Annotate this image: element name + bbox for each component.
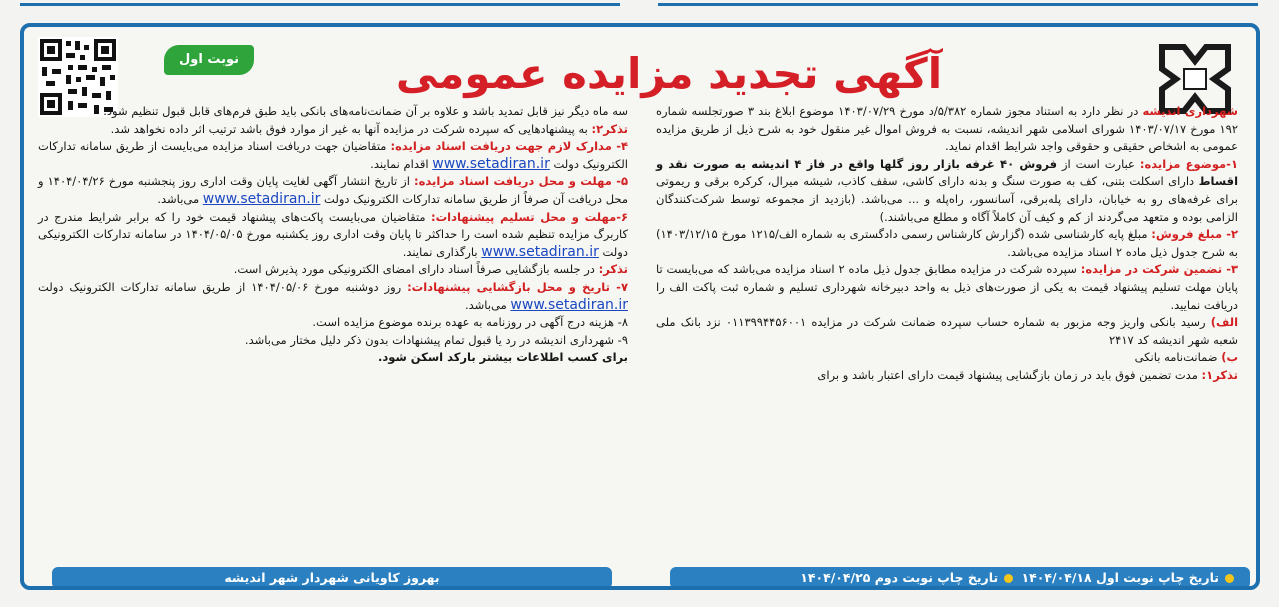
- note-2: تذکر۲: به پیشنهادهایی که سپرده شرکت در مزایده آنها به غیر از موارد فوق باشد ترتیب اثر داده نخواهد شد.: [110, 121, 628, 136]
- left-column: [38, 103, 628, 367]
- barcode-note: برای کسب اطلاعات بیشتر بارکد اسکن شود.: [377, 350, 628, 365]
- setadiran-link-2[interactable]: www.setadiran.ir: [202, 190, 321, 207]
- option-alef: الف) رسید بانکی واریز وجه مزبور به شماره حساب سپرده ضمانت شرکت در مزایده ۰۱۱۳۹۹۴۴۵۶۰۰۱ نزد بانک ملی شعبه شهر اندیشه کد ۲۴۱۷: [656, 315, 1239, 347]
- section-5: ۵- مهلت و محل دریافت اسناد مزایده: از تاریخ انتشار آگهی لغایت پایان وقت اداری روز پنجشنبه مورخ ۱۴۰۴/۰۴/۲۶ و محل دریافت آن صرفاً از طریق سامانه تدارکات الکترونیک دولت www.setadiran.ir می‌باشد.: [38, 174, 629, 207]
- bullet-icon: [1225, 574, 1234, 583]
- footer: [24, 565, 1260, 590]
- option-be: ب) ضمانت‌نامه بانکی: [1134, 350, 1238, 365]
- bullet-icon: [1004, 574, 1013, 583]
- section-2: ۲- مبلغ فروش: مبلغ پایه کارشناسی شده (گزارش کارشناس رسمی دادگستری به شماره الف/۱۲۱۵ مورخ ۱۴۰۳/۱۲/۱۵) به شرح جدول ذیل ماده ۲ اسناد مزایده می‌باشد.: [656, 227, 1239, 259]
- print-date-second: تاریخ چاپ نوبت دوم ۱۴۰۴/۰۴/۲۵: [800, 570, 999, 585]
- top-rule-right: [658, 3, 1258, 6]
- advertisement-frame: [20, 23, 1260, 590]
- intro-paragraph: شهرداری اندیشه در نظر دارد به استناد مجوز شماره ۵/۳۸۲/د مورخ ۱۴۰۳/۰۷/۲۹ موضوع ابلاغ بند ۳ صورتجلسه شماره ۱۹۲ مورخ ۱۴۰۳/۰۷/۱۷ شورای اسلامی شهر اندیشه، نسبت به فروش اموال غیر منقول خود به شرح ذیل از طریق مزایده عمومی به اشخاص حقیقی و حقوقی واجد شرایط اقدام نماید.: [656, 104, 1239, 154]
- setadiran-link-4[interactable]: www.setadiran.ir: [510, 296, 628, 313]
- setadiran-link-3[interactable]: www.setadiran.ir: [481, 243, 599, 260]
- note-1: تذکر۱: مدت تضمین فوق باید در زمان بازگشایی پیشنهاد قیمت دارای اعتبار باشد و برای: [817, 367, 1238, 382]
- right-column: [656, 103, 1238, 385]
- section-8: ۸- هزینه درج آگهی در روزنامه به عهده برنده موضوع مزایده است.: [312, 315, 628, 330]
- signature-bar: بهروز کاویانی شهردار شهر اندیشه: [52, 567, 612, 589]
- print-date-first: تاریخ چاپ نوبت اول ۱۴۰۴/۰۴/۱۸: [1021, 570, 1219, 585]
- first-round-badge: نوبت اول: [164, 45, 254, 75]
- top-rule-left: [20, 3, 620, 6]
- continuation-paragraph: سه ماه دیگر نیز قابل تمدید باشد و علاوه بر آن ضمانت‌نامه‌های بانکی باید طبق فرم‌های قابل قبول تنظیم شود.: [103, 104, 628, 118]
- section-4: ۴- مدارک لازم جهت دریافت اسناد مزایده: متقاضیان جهت دریافت اسناد مزایده می‌بایست از طریق سامانه تدارکات الکترونیک دولت www.setadiran.ir اقدام نمایند.: [38, 139, 629, 172]
- note-3: تذکر: در جلسه بازگشایی صرفاً اسناد دارای امضای الکترونیکی مورد پذیرش است.: [233, 262, 628, 277]
- print-dates-bar: [670, 567, 1250, 589]
- section-6: ۶-مهلت و محل تسلیم پیشنهادات: متقاضیان می‌بایست پاکت‌های پیشنهاد قیمت خود را که برابر شرایط مندرج در کاربرگ مزایده تنظیم شده است را حداکثر تا پایان وقت اداری روز یکشنبه مورخ ۱۴۰۴/۰۵/۰۵ در سامانه تدارکات الکترونیکی دولت www.setadiran.ir بارگذاری نمایند.: [38, 209, 629, 260]
- section-3: ۳- تضمین شرکت در مزایده: سپرده شرکت در مزایده مطابق جدول ذیل ماده ۲ اسناد مزایده می‌باشد که می‌بایست تا پایان مهلت تسلیم پیشنهاد قیمت به یکی از صورت‌های ذیل به واحد دبیرخانه شهرداری تسلیم و شماره ثبت پاکت الف را دریافت نمایید.: [656, 262, 1239, 312]
- section-7: ۷- تاریخ و محل بازگشایی پیشنهادات: روز دوشنبه مورخ ۱۴۰۴/۰۵/۰۶ از طریق سامانه تدارکات الکترونیک دولت www.setadiran.ir می‌باشد.: [38, 279, 628, 313]
- section-1: ۱-موضوع مزایده: عبارت است از فروش ۴۰ غرفه بازار روز گلها واقع در فاز ۴ اندیشه به صورت نقد و اقساط دارای اسکلت بتنی، کف به صورت سنگ و بدنه دارای کاشی، سقف کاذب، شیشه میرال، کرکره برقی و ریموتی برای غرفه‌های رو به خیابان، دارای پله‌برقی، آسانسور، راه‌پله و ... می‌باشد. (بازدید از مجموعه توسط شرکت‌کنندگان الزامی بوده و متعهد می‌گردند از کم و کیف آن کاملاً آگاه و مطلع می‌باشند.): [656, 156, 1239, 224]
- setadiran-link-1[interactable]: www.setadiran.ir: [432, 155, 550, 172]
- page-title: آگهی تجدید مزایده عمومی: [395, 49, 943, 98]
- section-9: ۹- شهرداری اندیشه در رد یا قبول تمام پیشنهادات بدون ذکر دلیل مختار می‌باشد.: [244, 332, 628, 347]
